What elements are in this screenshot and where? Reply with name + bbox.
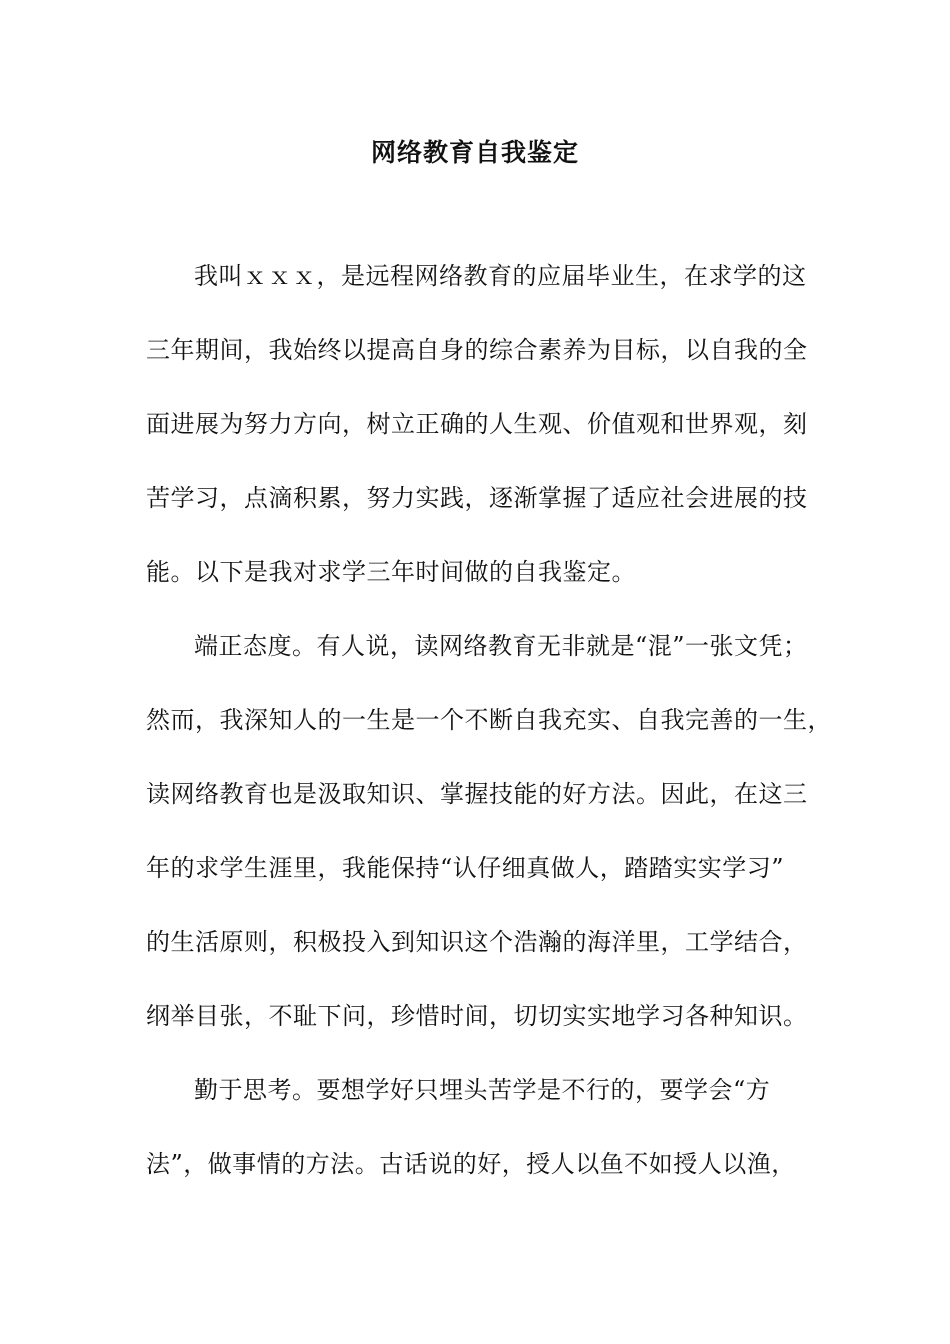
paragraph-line: 然而，我深知人的一生是一个不断自我充实、自我完善的一生，	[146, 706, 832, 734]
paragraph-line: 面进展为努力方向，树立正确的人生观、价值观和世界观，刻	[146, 410, 808, 438]
paragraph-line: 纲举目张，不耻下问，珍惜时间，切切实实地学习各种知识。	[146, 1002, 808, 1030]
paragraph-line: 端正态度。有人说，读网络教育无非就是“混”一张文凭；	[194, 632, 808, 660]
paragraph-line: 读网络教育也是汲取知识、掌握技能的好方法。因此，在这三	[146, 780, 808, 808]
paragraph-line: 年的求学生涯里，我能保持“认仔细真做人，踏踏实实学习”	[146, 854, 785, 882]
paragraph-line: 三年期间，我始终以提高自身的综合素养为目标，以自我的全	[146, 336, 808, 364]
paragraph-line: 苦学习，点滴积累，努力实践，逐渐掌握了适应社会进展的技	[146, 484, 808, 512]
document-title: 网络教育自我鉴定	[370, 138, 579, 167]
paragraph-line: 勤于思考。要想学好只埋头苦学是不行的，要学会“方	[194, 1076, 771, 1104]
paragraph-line: 法”，做事情的方法。古话说的好，授人以鱼不如授人以渔，	[146, 1150, 796, 1178]
paragraph-line: 我叫ｘｘｘ，是远程网络教育的应届毕业生，在求学的这	[194, 262, 807, 290]
paragraph-line: 能。以下是我对求学三年时间做的自我鉴定。	[146, 558, 636, 586]
paragraph-line: 的生活原则，积极投入到知识这个浩瀚的海洋里，工学结合，	[146, 928, 808, 956]
